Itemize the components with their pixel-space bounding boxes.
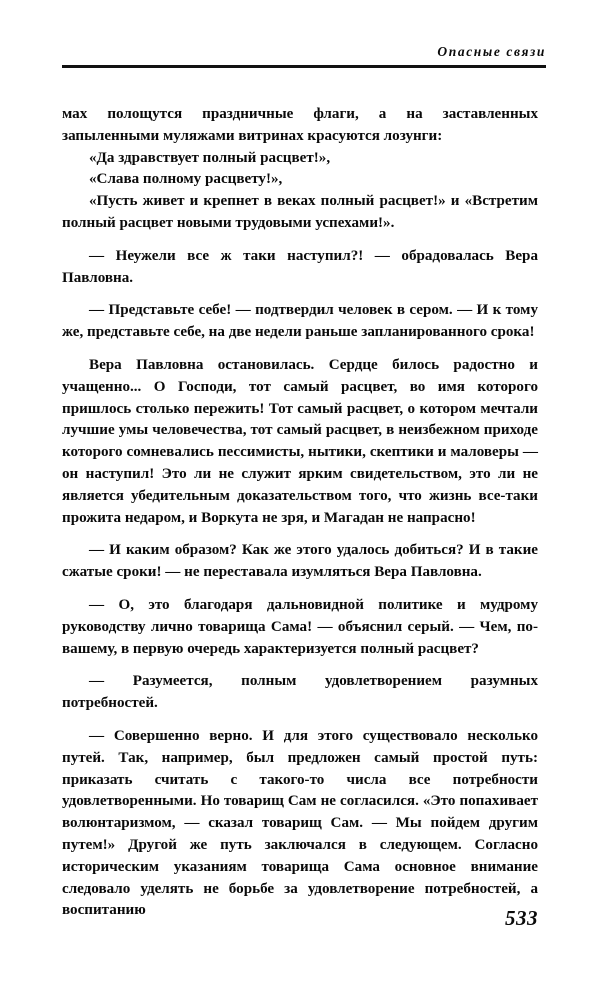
dialogue-paragraph-grey-1: — Представьте себе! — подтвердил человек в сером. — И к тому же, представьте себе, на две недели раньше запланированного срока! xyxy=(62,302,538,341)
dialogue-paragraph-vera-1: — Неужели все ж таки наступил?! — обрадовалась Вера Павловна. xyxy=(62,247,538,286)
dialogue-paragraph-grey-2: — О, это благодаря дальновидной политике и мудрому руководству лично товарища Сама! — объяснил серый. — Чем, по-вашему, в первую очередь характеризуется полный расцвет? xyxy=(62,596,538,657)
dialogue-paragraph-grey-3: — Совершенно верно. И для этого существовало несколько путей. Так, например, был предложен самый простой путь: приказать считать с такого-то числа все потребности удовлетворенными. Но товарищ Сам не согласился. «Это попахивает волюнтаризмом, — сказал товарищ Сам. — Мы пойдем другим путем!» Другой же путь заключался в следующем. Согласно историческим указаниям товарища Сама основное внимание следовало уделять не борьбе за удовлетворение потребностей, а воспитанию xyxy=(62,727,538,919)
running-head-title: Опасные связи xyxy=(437,44,546,59)
page-header xyxy=(62,44,546,68)
slogan-line-1: «Да здравствует полный расцвет!», xyxy=(89,149,331,166)
page-number: 533 xyxy=(505,906,538,930)
dialogue-paragraph-vera-2: — И каким образом? Как же этого удалось добиться? И в такие сжатые сроки! — не переставала изумляться Вера Павловна. xyxy=(62,542,538,581)
narrative-paragraph-vera-thoughts: Вера Павловна остановилась. Сердце билось радостно и учащенно... О Господи, тот самый расцвет, во имя которого пришлось столько пережить! Тот самый расцвет, о котором мечтали лучшие умы человечества, тот самый расцвет, в неизбежном приходе которого сомневались пессимисты, нытики, скептики и маловеры — он наступил! Это ли не служит ярким свидетельством, это ли не является убедительным доказательством того, что жизнь все-таки прожита недаром, и Воркута не зря, и Магадан не напрасно! xyxy=(62,356,538,526)
slogan-line-2: «Слава полному расцвету!», xyxy=(89,171,283,188)
page-body-text xyxy=(62,104,538,922)
header-divider-rule xyxy=(62,65,546,68)
dialogue-paragraph-vera-3: — Разумеется, полным удовлетворением разумных потребностей. xyxy=(62,673,538,712)
paragraph-continued: мах полощутся праздничные флаги, а на заставленных запыленными муляжами витринах красуются лозунги: xyxy=(62,106,538,144)
slogan-line-3: «Пусть живет и крепнет в веках полный расцвет!» и «Встретим полный расцвет новыми трудовыми успехами!». xyxy=(62,193,538,231)
